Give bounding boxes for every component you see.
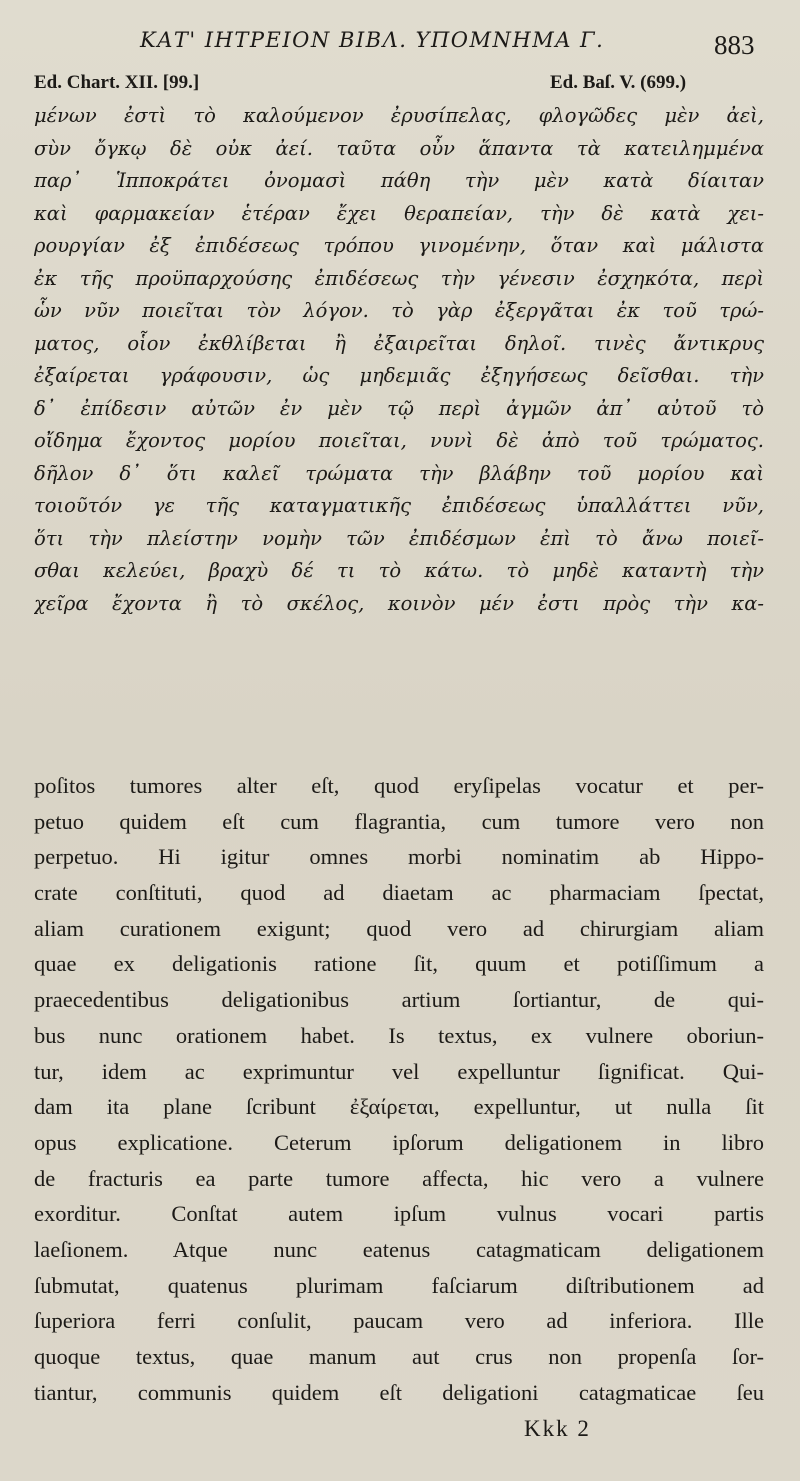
latin-line: aliam curationem exigunt; quod vero ad chirurgiam aliam xyxy=(34,915,764,941)
greek-line: χεῖρα ἔχοντα ἢ τὸ σκέλος, κοινὸν μέν ἐστι πρὸς τὴν κα- xyxy=(34,591,764,615)
greek-line: ὧν νῦν ποιεῖται τὸν λόγον. τὸ γὰρ ἐξεργᾶται ἐκ τοῦ τρώ- xyxy=(34,299,764,322)
edition-reference-basel: Ed. Baſ. V. (699.) xyxy=(550,72,687,93)
edition-reference-chartier: Ed. Chart. XII. [99.] xyxy=(34,72,200,93)
page-number: 883 xyxy=(714,30,755,60)
greek-line: τοιοῦτόν γε τῆς καταγματικῆς ἐπιδέσεως ὑπαλλάττει νῦν, xyxy=(34,494,764,517)
greek-line: καὶ φαρμακείαν ἑτέραν ἔχει θεραπείαν, τὴν δὲ κατὰ χει- xyxy=(34,201,764,225)
latin-line: bus nunc orationem habet. Is textus, ex vulnere oboriun- xyxy=(34,1022,764,1048)
greek-line: μένων ἐστὶ τὸ καλούμενον ἐρυσίπελας, φλογῶδες μὲν ἀεὶ, xyxy=(34,104,764,127)
running-title: ΚΑΤ' ΙΗΤΡΕΙΟΝ ΒΙΒΛ. ΥΠΟΜΝΗΜΑ Γ. xyxy=(140,28,605,52)
greek-line: δῆλον δ᾽ ὅτι καλεῖ τρώματα τὴν βλάβην τοῦ μορίου καὶ xyxy=(34,461,764,485)
greek-text-block xyxy=(34,100,764,620)
latin-line: perpetuo. Hi igitur omnes morbi nominatim ab Hippo- xyxy=(34,844,764,870)
latin-line: laeſionem. Atque nunc eatenus catagmaticam deligationem xyxy=(34,1236,764,1262)
latin-line: ſubmutat, quatenus plurimam faſciarum diſtributionem ad xyxy=(34,1272,764,1298)
greek-line: ἐξαίρεται γράφουσιν, ὡς μηδεμιᾶς ἐξηγήσεως δεῖσθαι. τὴν xyxy=(34,364,764,387)
latin-line: dam ita plane ſcribunt ἐξαίρεται, expelluntur, ut nulla ſit xyxy=(34,1094,764,1120)
greek-line: ματος, οἷον ἐκθλίβεται ἢ ἐξαιρεῖται δηλοῖ. τινὲς ἄντικρυς xyxy=(34,331,764,355)
greek-line: δ᾽ ἐπίδεσιν αὐτῶν ἐν μὲν τῷ περὶ ἀγμῶν ἀπ᾽ αὐτοῦ τὸ xyxy=(34,396,764,420)
latin-translation-block xyxy=(34,768,764,1410)
latin-line: de fracturis ea parte tumore affecta, hic vero a vulnere xyxy=(34,1165,764,1191)
latin-line: exorditur. Conſtat autem ipſum vulnus vocari partis xyxy=(34,1201,764,1227)
latin-line: poſitos tumores alter eſt, quod eryſipelas vocatur et per- xyxy=(34,773,764,798)
greek-line: ἐκ τῆς προϋπαρχούσης ἐπιδέσεως τὴν γένεσιν ἐσχηκότα, περὶ xyxy=(34,266,764,290)
greek-line: σθαι κελεύει, βραχὺ δέ τι τὸ κάτω. τὸ μηδὲ καταντὴ τὴν xyxy=(34,559,764,582)
greek-line: σὺν ὄγκῳ δὲ οὐκ ἀεί. ταῦτα οὖν ἅπαντα τὰ κατειλημμένα xyxy=(34,136,764,160)
greek-line: ρουργίαν ἐξ ἐπιδέσεως τρόπου γινομένην, ὅταν καὶ μάλιστα xyxy=(34,234,764,257)
latin-line: petuo quidem eſt cum flagrantia, cum tumore vero non xyxy=(34,808,764,834)
latin-line: quoque textus, quae manum aut crus non propenſa ſor- xyxy=(34,1344,764,1369)
greek-line: ὅτι τὴν πλείστην νομὴν τῶν ἐπιδέσμων ἐπὶ τὸ ἄνω ποιεῖ- xyxy=(34,526,764,550)
latin-line: crate conſtituti, quod ad diaetam ac pharmaciam ſpectat, xyxy=(34,880,764,906)
latin-line: tiantur, communis quidem eſt deligationi catagmaticae ſeu xyxy=(34,1379,764,1405)
latin-line: opus explicatione. Ceterum ipſorum deligationem in libro xyxy=(34,1129,764,1155)
latin-line: quae ex deligationis ratione ſit, quum et potiſſimum a xyxy=(34,951,764,977)
greek-line: οἴδημα ἔχοντος μορίου ποιεῖται, νυνὶ δὲ ἀπὸ τοῦ τρώματος. xyxy=(34,429,764,452)
signature-mark: Kkk 2 xyxy=(524,1416,591,1441)
latin-line: praecedentibus deligationibus artium ſortiantur, de qui- xyxy=(34,987,764,1013)
latin-line: ſuperiora ferri conſulit, paucam vero ad inferiora. Ille xyxy=(34,1308,764,1334)
latin-line: tur, idem ac exprimuntur vel expelluntur ſignificat. Qui- xyxy=(34,1058,764,1084)
greek-line: παρ᾽ Ἱπποκράτει ὀνομασὶ πάθη τὴν μὲν κατὰ δίαιταν xyxy=(34,169,764,192)
